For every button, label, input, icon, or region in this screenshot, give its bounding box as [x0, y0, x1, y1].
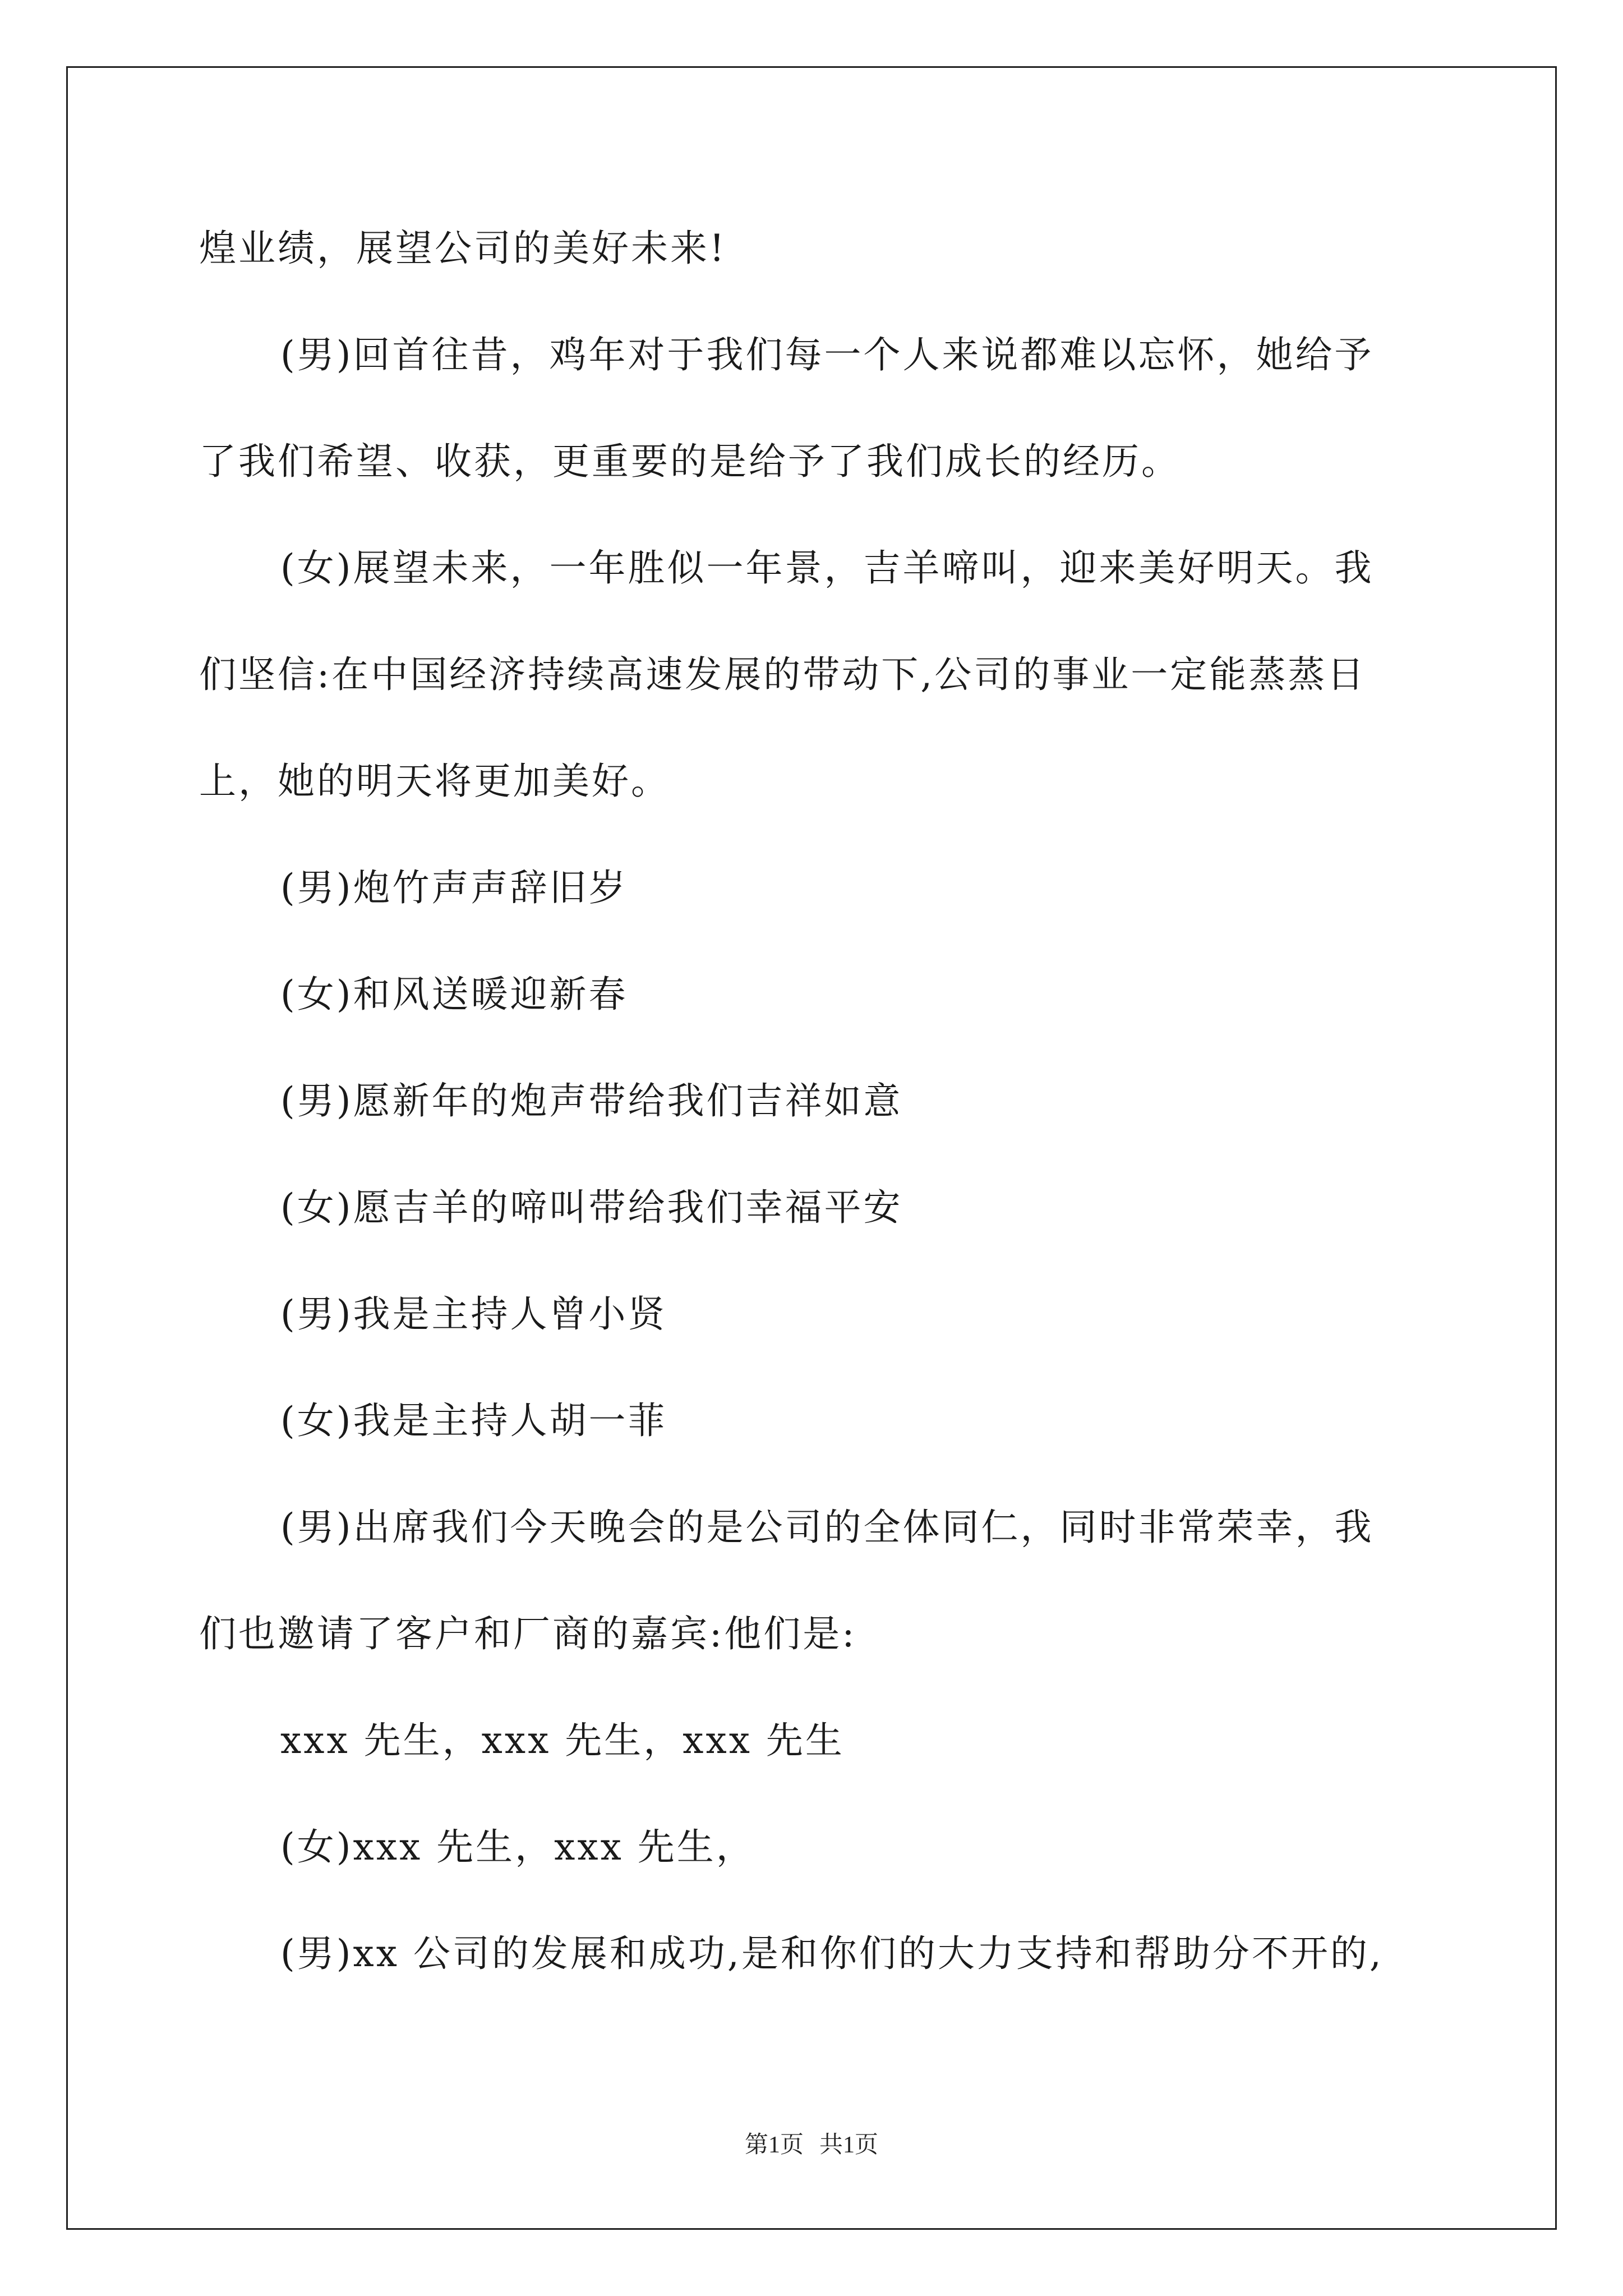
text-line: (男)我是主持人曾小贤	[280, 1292, 667, 1336]
text-line: (男)xx 公司的发展和成功,是和你们的大力支持和帮助分不开的,	[280, 1932, 1384, 1975]
text-line: (女)愿吉羊的啼叫带给我们幸福平安	[280, 1186, 903, 1229]
text-line: (男)回首往昔，鸡年对于我们每一个人来说都难以忘怀，她给予	[280, 333, 1374, 376]
page-number-total: 共1页	[819, 2132, 879, 2158]
text-line: (男)愿新年的炮声带给我们吉祥如意	[280, 1079, 903, 1122]
text-line: xxx 先生，xxx 先生，xxx 先生	[280, 1719, 845, 1762]
text-line: (女)和风送暖迎新春	[280, 973, 628, 1016]
page-number-current: 第1页	[744, 2132, 804, 2158]
text-line: 们坚信:在中国经济持续高速发展的带动下,公司的事业一定能蒸蒸日	[199, 653, 1367, 696]
text-line: (女)我是主持人胡一菲	[280, 1399, 667, 1442]
text-line: 煌业绩，展望公司的美好未来!	[199, 227, 727, 270]
page-border	[66, 66, 1557, 2230]
page-footer	[0, 2126, 1623, 2160]
text-line: (女)xxx 先生，xxx 先生，	[280, 1825, 755, 1869]
text-line: (男)出席我们今天晚会的是公司的全体同仁，同时非常荣幸，我	[280, 1506, 1374, 1549]
text-line: 们也邀请了客户和厂商的嘉宾:他们是:	[199, 1612, 857, 1655]
text-line: (女)展望未来，一年胜似一年景，吉羊啼叫，迎来美好明天。我	[280, 546, 1374, 590]
text-line: 了我们希望、收获，更重要的是给予了我们成长的经历。	[199, 440, 1181, 483]
text-line: 上，她的明天将更加美好。	[199, 760, 670, 803]
text-line: (男)炮竹声声辞旧岁	[280, 866, 628, 909]
